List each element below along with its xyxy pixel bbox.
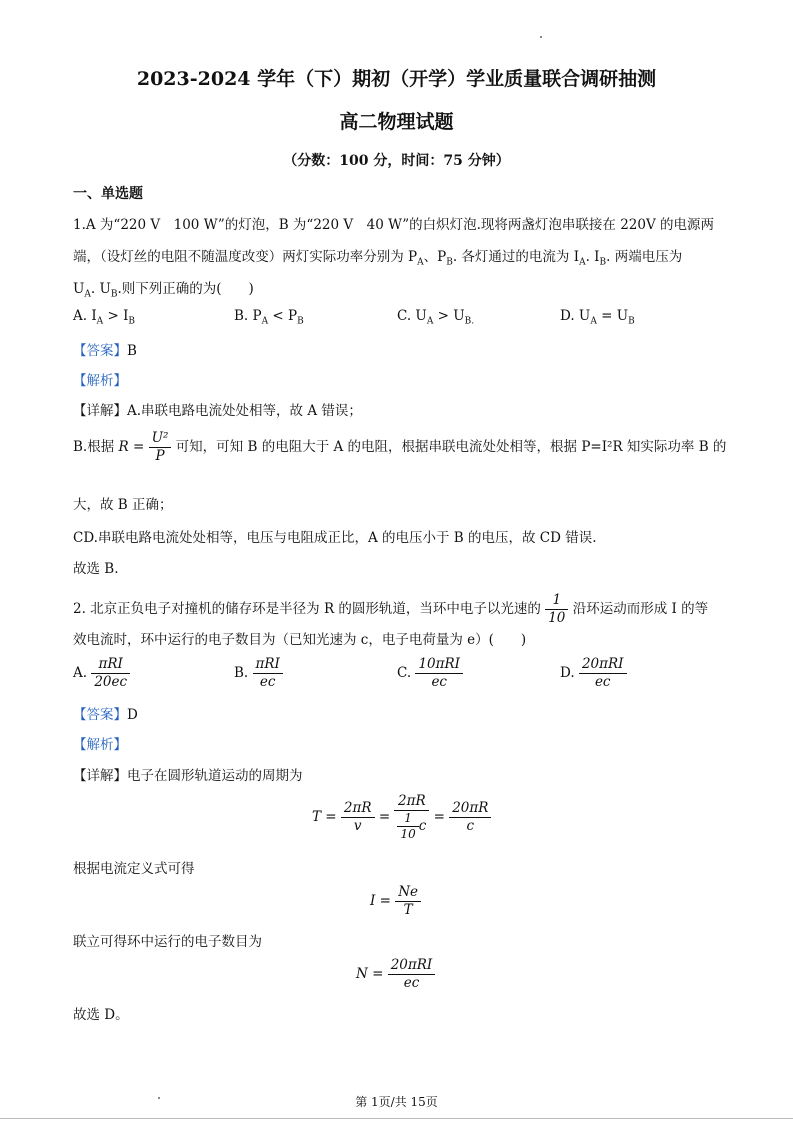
q2-option-c: C. $\frac{\text{10πRI}}{ec}$ [397, 656, 463, 691]
q2-option-d: D. $\frac{\text{20πRI}}{ec}$ [560, 656, 627, 691]
q1-line2: 端，（设灯丝的电阻不随温度改变）两灯实际功率分别为 $P_A$、$P_B$. 各灯通过的电流为 $I_A$. $I_B$. 两端电压为 [73, 249, 683, 268]
q2-speed-fraction: $\frac{1}{10}$ [545, 592, 568, 627]
q1-detail-b: B.根据 R = $\frac{\text{U²}}{P}$ 可知，可知 B 的电阻大于 A 的电阻，根据串联电流处处相等，根据 P=I²R 知实际功率 B 的 [73, 430, 727, 464]
q1-line3: $U_A$. $U_B$.则下列正确的为( ) [73, 281, 254, 300]
page-number: 第 1页/共 15页 [355, 1095, 438, 1109]
q1-line1: 1.A 为“220 V 100 W”的灯泡，B 为“220 V 40 W”的白炽灯泡.现将两盏灯泡串联接在 220V 的电源两 [73, 217, 715, 233]
q1-analysis-tag: 【解析】 [73, 373, 127, 389]
q1-detail-cd: CD.串联电路电流处处相等，电压与电阻成正比，A 的电压小于 B 的电压，故 CD 错误. [73, 530, 597, 546]
q2-current-text: 根据电流定义式可得 [73, 861, 195, 877]
q2-analysis-tag: 【解析】 [73, 737, 127, 753]
scan-dot [540, 36, 542, 38]
q2-count-equation: N = $\frac{\text{20πRI}}{ec}$ [356, 957, 435, 992]
q2-option-b: B. $\frac{\text{πRI}}{ec}$ [234, 656, 283, 691]
q2-answer: 【答案】D [73, 707, 138, 723]
q1-detail-a: 【详解】A.串联电路电流处处相等，故 A 错误； [73, 403, 362, 419]
section-heading: 一、单选题 [73, 186, 143, 202]
q2-period-equation: T = $\frac{2\pi R}{v}$ = 2πR $\frac{1}{10}$ c = $\frac{20\pi R}{c}$ [312, 793, 491, 842]
q1-answer: 【答案】B [73, 343, 137, 359]
q2-conclusion: 故选 D。 [73, 1007, 129, 1023]
exam-info: （分数：100 分，时间：75 分钟） [283, 153, 510, 169]
q2-combine-text: 联立可得环中运行的电子数目为 [73, 934, 262, 950]
exam-subtitle: 高二物理试题 [339, 111, 454, 133]
page-bottom-rule [0, 1118, 793, 1119]
q2-current-equation: I = $\frac{Ne}{T}$ [370, 884, 421, 919]
q1-conclusion: 故选 B. [73, 561, 119, 577]
q1-option-a: A. $I_A > I_B$ [73, 308, 136, 327]
q1-detail-b-fraction: $\frac{\text{U²}}{P}$ [149, 430, 172, 465]
q2-option-a: A. $\frac{\text{πRI}}{20ec}$ [73, 656, 130, 691]
q1-option-c: C. $U_A > U_{B.}$ [397, 308, 475, 327]
q2-line2: 效电流时，环中运行的电子数目为（已知光速为 c，电子电荷量为 e）( ) [73, 632, 527, 648]
q1-option-b: B. $P_A < P_B$ [234, 308, 304, 327]
exam-title: 2023-2024 学年（下）期初（开学）学业质量联合调研抽测 [136, 68, 657, 90]
q1-option-d: D. $U_A = U_B$ [560, 308, 635, 327]
q2-line1: 2. 北京正负电子对撞机的储存环是半径为 R 的圆形轨道，当环中电子以光速的 $\frac{1}{10}$ 沿环运动而形成 I 的等 [73, 592, 709, 626]
q2-detail: 【详解】电子在圆形轨道运动的周期为 [73, 768, 303, 784]
q1-detail-b-cont: 大，故 B 正确； [73, 497, 173, 513]
